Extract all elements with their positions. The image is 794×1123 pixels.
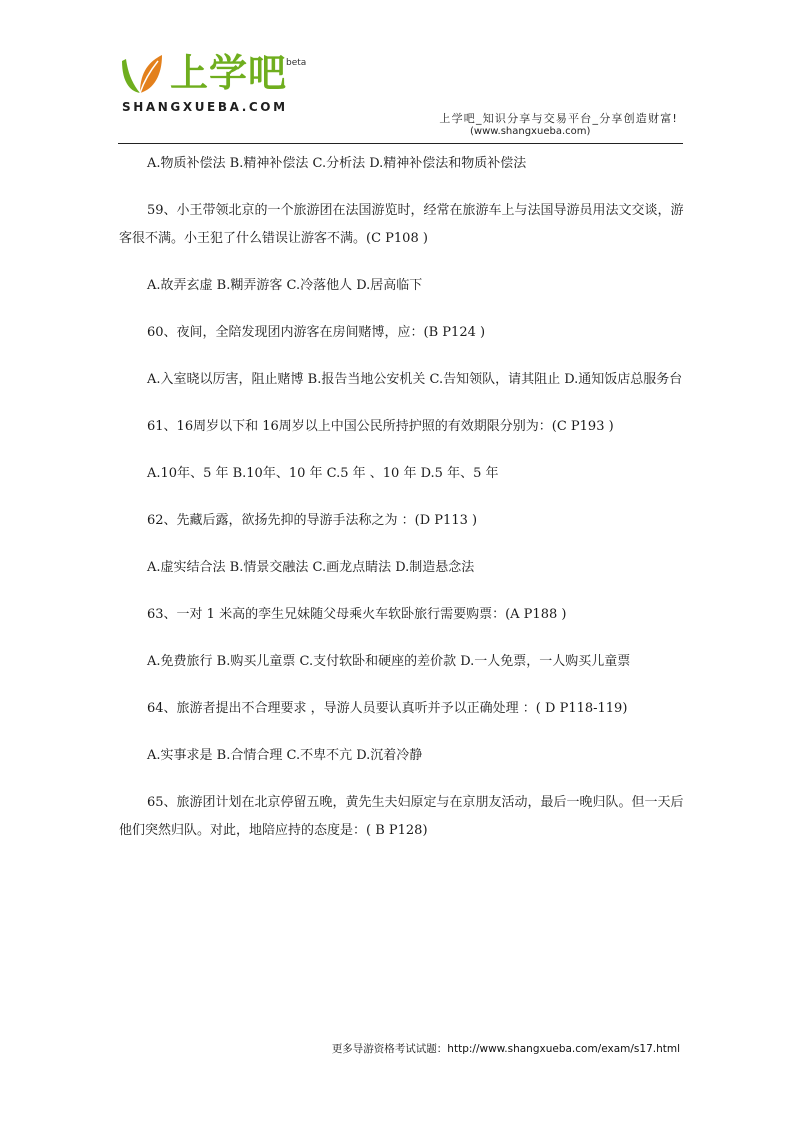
question-64: 64、旅游者提出不合理要求 ，导游人员要认真听并予以正确处理 ：( D P118-119) bbox=[147, 701, 628, 716]
answer-options-59: A.故弄玄虚 B.糊弄游客 C.冷落他人 D.居高临下 bbox=[147, 278, 423, 293]
question-61: 61、16周岁以下和 16周岁以上中国公民所持护照的有效期限分别为：(C P193 ) bbox=[147, 419, 614, 434]
question-62: 62、先藏后露，欲扬先抑的导游手法称之为 ：(D P113 ) bbox=[147, 513, 478, 528]
question-65: 65、旅游团计划在北京停留五晚，黄先生夫妇原定与在京朋友活动，最后一晚归队。但一天后他们突然归队。对此，地陪应持的态度是：( B P128) bbox=[119, 795, 684, 838]
leaf-logo-icon bbox=[118, 53, 166, 95]
question-63: 63、一对 1 米高的孪生兄妹随父母乘火车软卧旅行需要购票：(A P188 ) bbox=[147, 607, 567, 622]
answer-options-60: A.入室晓以厉害，阻止赌博 B.报告当地公安机关 C.告知领队，请其阻止 D.通知饭店总服务台 bbox=[147, 372, 683, 387]
footer-link[interactable]: 更多导游资格考试试题：http://www.shangxueba.com/exam/s17.html bbox=[331, 1043, 680, 1055]
document-body bbox=[119, 150, 685, 864]
logo-chinese-text: 上学吧 bbox=[170, 51, 288, 95]
logo-english-text: SHANGXUEBA.COM bbox=[122, 100, 288, 114]
question-59: 59、小王带领北京的一个旅游团在法国游览时，经常在旅游车上与法国导游员用法文交谈，游客很不满。小王犯了什么错误让游客不满。(C P108 ) bbox=[119, 203, 684, 246]
logo-beta-label: beta bbox=[286, 58, 307, 68]
header-tagline: 上学吧_知识分享与交易平台_分享创造财富! bbox=[439, 112, 678, 125]
answer-options-63: A.免费旅行 B.购买儿童票 C.支付软卧和硬座的差价款 D.一人免票，一人购买儿童票 bbox=[147, 654, 631, 669]
answer-options-64: A.实事求是 B.合情合理 C.不卑不亢 D.沉着冷静 bbox=[147, 748, 423, 763]
answer-options-62: A.虚实结合法 B.情景交融法 C.画龙点睛法 D.制造悬念法 bbox=[147, 560, 475, 575]
header-divider bbox=[118, 143, 683, 144]
question-60: 60、夜间，全陪发现团内游客在房间赌博，应：(B P124 ) bbox=[147, 325, 486, 340]
header-url[interactable]: (www.shangxueba.com) bbox=[470, 126, 591, 137]
site-logo[interactable] bbox=[118, 50, 318, 120]
answer-options-61: A.10年、5 年 B.10年、10 年 C.5 年 、10 年 D.5 年、5 年 bbox=[147, 466, 499, 481]
answer-options-58: A.物质补偿法 B.精神补偿法 C.分析法 D.精神补偿法和物质补偿法 bbox=[147, 156, 527, 171]
page-header bbox=[0, 0, 794, 145]
